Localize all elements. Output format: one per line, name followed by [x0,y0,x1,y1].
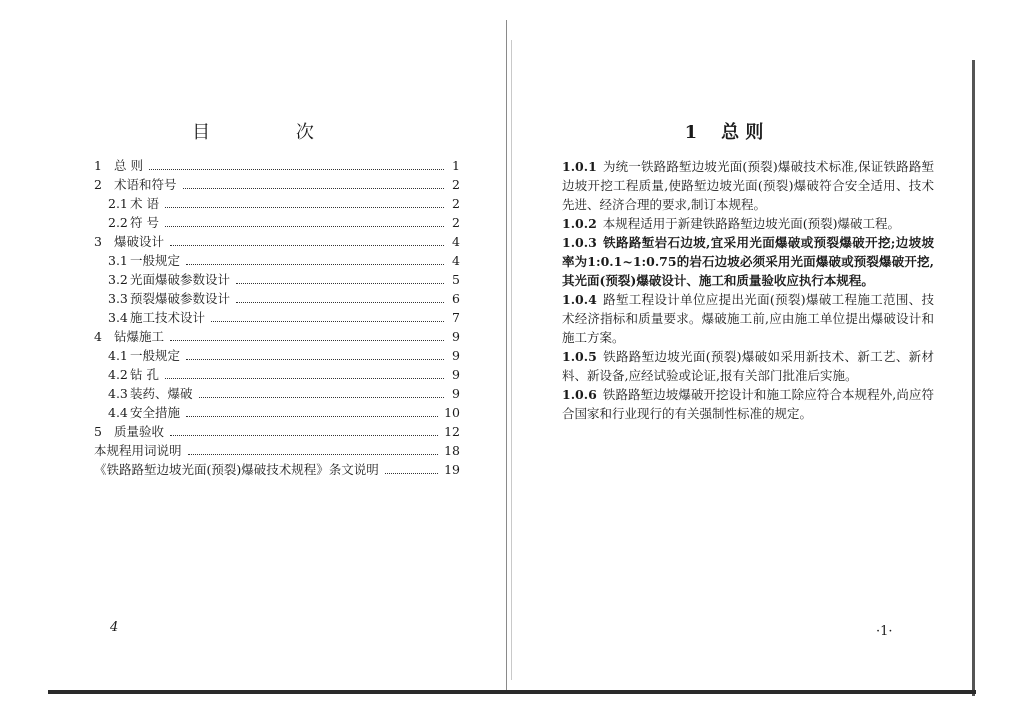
toc-dot-leader [165,377,444,379]
toc-entry-page: 6 [452,291,460,306]
clause-list [562,157,934,423]
clause [562,347,934,385]
toc-entry-number: 5 [94,424,102,439]
table-of-contents [94,156,460,479]
toc-title: 目 次 [192,122,354,143]
toc-entry-label: 术语和符号 [114,177,177,192]
toc-entry-number: 4.2 [108,367,128,382]
toc-entry-page: 1 [452,158,460,173]
clause [562,214,934,233]
toc-entry [94,194,460,213]
toc-entry-label: 施工技术设计 [130,310,206,325]
clause [562,290,934,347]
toc-entry-page: 2 [452,196,460,211]
clause-number: 1.0.5 [562,349,597,364]
toc-dot-leader [170,434,438,436]
toc-dot-leader [186,415,438,417]
toc-entry-number: 4.3 [108,386,128,401]
clause-text: 铁路路堑边坡爆破开挖设计和施工除应符合本规程外,尚应符合国家和行业现行的有关强制性标准的规定。 [562,387,934,421]
toc-entry-page: 9 [452,329,460,344]
toc-dot-leader [170,339,444,341]
toc-dot-leader [385,472,438,474]
toc-entry-label: 钻 孔 [130,367,159,382]
toc-entry [94,156,460,175]
toc-entry-page: 4 [452,234,460,249]
right-page [512,0,1024,724]
gutter-line [506,20,507,692]
toc-entry-label: 一般规定 [130,348,181,363]
toc-entry-label: 安全措施 [130,405,181,420]
toc-entry [94,175,460,194]
clause-text: 铁路路堑边坡光面(预裂)爆破如采用新技术、新工艺、新材料、新设备,应经试验或论证,报有关部门批准后实施。 [562,349,934,383]
right-page-number: ·1· [876,624,893,639]
left-page-number: 4 [110,620,119,635]
toc-entry-page: 9 [452,367,460,382]
toc-entry-page: 4 [452,253,460,268]
toc-dot-leader [236,282,444,284]
toc-entry-number: 3.3 [108,291,128,306]
toc-entry [94,346,460,365]
toc-entry-page: 7 [452,310,460,325]
toc-entry-page: 2 [452,177,460,192]
toc-entry [94,232,460,251]
toc-entry-number: 2.2 [108,215,128,230]
toc-dot-leader [165,206,444,208]
toc-entry-number: 2.1 [108,196,128,211]
toc-entry-page: 19 [444,462,460,477]
clause-text: 铁路路堑岩石边坡,宜采用光面爆破或预裂爆破开挖;边坡坡率为1:0.1~1:0.75的岩石边坡必须采用光面爆破或预裂爆破开挖,其光面(预裂)爆破设计、施工和质量验收应执行本规程。 [562,235,934,288]
chapter-heading [512,118,936,144]
toc-dot-leader [236,301,444,303]
toc-entry-label: 装药、爆破 [130,386,193,401]
toc-entry-page: 10 [444,405,460,420]
toc-entry-number: 4.4 [108,405,128,420]
toc-entry-number: 3.2 [108,272,128,287]
toc-dot-leader [149,168,444,170]
toc-entry-label: 《铁路路堑边坡光面(预裂)爆破技术规程》条文说明 [94,462,379,477]
toc-entry-number: 1 [94,158,102,173]
clause [562,157,934,214]
toc-entry-page: 5 [452,272,460,287]
toc-entry-label: 钻爆施工 [114,329,165,344]
toc-entry-number: 4 [94,329,102,344]
toc-entry-page: 12 [444,424,460,439]
toc-dot-leader [211,320,444,322]
toc-entry [94,289,460,308]
toc-entry-label: 一般规定 [130,253,181,268]
toc-dot-leader [186,263,444,265]
toc-dot-leader [186,358,444,360]
toc-entry-number: 4.1 [108,348,128,363]
toc-entry [94,422,460,441]
toc-entry-page: 9 [452,386,460,401]
toc-entry-label: 术 语 [130,196,159,211]
clause-text: 为统一铁路路堑边坡光面(预裂)爆破技术标准,保证铁路路堑边坡开挖工程质量,使路堑边坡光面(预裂)爆破符合安全适用、技术先进、经济合理的要求,制订本规程。 [562,159,934,212]
clause-number: 1.0.1 [562,159,597,174]
toc-entry [94,270,460,289]
toc-entry [94,251,460,270]
toc-entry-page: 18 [444,443,460,458]
toc-entry-label: 本规程用词说明 [94,443,182,458]
toc-entry-page: 2 [452,215,460,230]
toc-entry [94,365,460,384]
left-page [0,0,506,724]
clause-text: 路堑工程设计单位应提出光面(预裂)爆破工程施工范围、技术经济指标和质量要求。爆破施工前,应由施工单位提出爆破设计和施工方案。 [562,292,934,345]
toc-entry-label: 质量验收 [114,424,165,439]
toc-entry-number: 3.4 [108,310,128,325]
toc-entry-label: 光面爆破参数设计 [130,272,231,287]
toc-entry-number: 2 [94,177,102,192]
clause-number: 1.0.6 [562,387,597,402]
chapter-title: 总 则 [721,122,764,143]
toc-entry [94,403,460,422]
toc-entry-page: 9 [452,348,460,363]
clause-number: 1.0.4 [562,292,597,307]
toc-entry [94,384,460,403]
chapter-number: 1 [684,122,698,143]
toc-dot-leader [188,453,439,455]
clause-text: 本规程适用于新建铁路路堑边坡光面(预裂)爆破工程。 [602,216,901,231]
clause-number: 1.0.3 [562,235,597,250]
toc-entry [94,213,460,232]
toc-entry-label: 爆破设计 [114,234,165,249]
toc-dot-leader [165,225,444,227]
toc-dot-leader [183,187,444,189]
toc-entry [94,308,460,327]
toc-dot-leader [199,396,444,398]
clause-number: 1.0.2 [562,216,597,231]
toc-entry-label: 预裂爆破参数设计 [130,291,231,306]
clause [562,233,934,290]
toc-dot-leader [170,244,444,246]
toc-entry [94,327,460,346]
toc-entry [94,460,460,479]
clause [562,385,934,423]
toc-entry-number: 3.1 [108,253,128,268]
toc-entry-label: 总 则 [114,158,143,173]
toc-entry [94,441,460,460]
toc-entry-label: 符 号 [130,215,159,230]
toc-entry-number: 3 [94,234,102,249]
